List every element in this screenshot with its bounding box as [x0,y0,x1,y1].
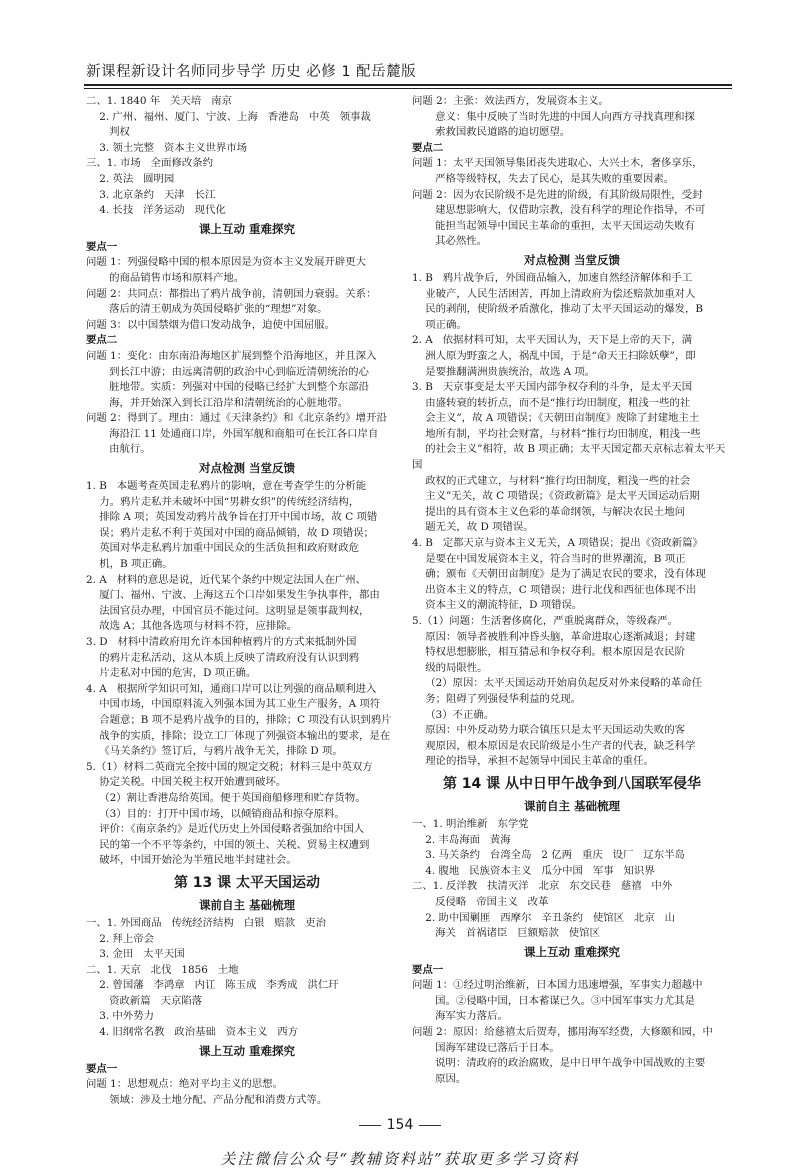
answer-paragraph: 问题 2：原因：给慈禧太后贺寿，挪用海军经费，大修颐和园，中 国海军建设已落后于日本。 说明：清政府的政治腐败，是中日甲午战争中国战败的主要 原因。 [412,1026,713,1085]
answer-paragraph: 2. 拜上帝会 [86,932,154,945]
header-rule-thick [84,84,732,86]
answer-paragraph: 4. B 定都天京与资本主义无关，A 项错误；提出《资政新篇》 是要在中国发展资本主义，符合当时的世界潮流，B 项正 确；颁布《天朝田亩制度》是为了满足农民的要求，没有体现 出资本主义的特点，C 项错误；进行北伐和西征也体现不出 资本主义的潮流特征，D 项错误。 [412,537,706,612]
section-heading: 课上互动 重难探究 [198,1043,295,1058]
answer-paragraph: 二、1. 1840 年 关天培 南京 [86,95,232,107]
section-heading: 课前自主 基础梳理 [523,798,620,813]
section-heading: 对点检测 当堂反馈 [523,252,620,267]
answer-paragraph: （3）目的：打开中国市场，以倾销商品和掠夺原料。 评价：《南京条约》是近代历史上外国侵略者强加给中国人 民的第一个不平等条约，中国的领土、关税、贸易主权遭到 破坏，中国开始沦为半殖民地半封建社会。 [99,807,370,867]
answer-paragraph: 2. 曾国藩 李鸿章 内讧 陈玉成 李秀成 洪仁玕 资政新篇 天京陷落 [99,979,339,1007]
answer-paragraph: 2. 广州、福州、厦门、宁波、上海 香港岛 中英 领事裁 判权 [99,110,371,139]
page-number-dash-right [419,1125,441,1126]
right-column [412,94,732,1087]
section-heading: 课前自主 基础梳理 [198,897,295,912]
answer-paragraph: 问题 1：太平天国领导集团丧失进取心、大兴土木，奢侈享乐， 严格等级特权，失去了民心，是其失败的重要因素。 [412,157,703,185]
answer-paragraph: 问题 1：列强侵略中国的根本原因是为资本主义发展开辟更大 的商品销售市场和原料产地。 [86,256,367,284]
answer-paragraph: 2. A 材料的意思是说，近代某个条约中规定法国人在广州、 厦门、福州、宁波、上海这五个口岸如果发生争执事件，都由 法国官员办理，中国官员不能过问。这明显是领事裁判权， 故选 A；其他各选项与材料不符，应排除。 [86,573,380,633]
answer-paragraph: 问题 2：主张：效法西方，发展资本主义。 意义：集中反映了当时先进的中国人向西方寻找真理和探 索救国救民道路的迫切愿望。 [412,95,695,139]
answer-paragraph: 二、1. 反洋教 扶清灭洋 北京 东交民巷 慈禧 中外 反侵略 帝国主义 改革 [412,880,673,908]
answer-paragraph: 3. 马关条约 台湾全岛 2 亿两 重庆 设厂 辽东半岛 [412,849,685,862]
answer-paragraph: 3. 中外势力 [86,1010,154,1023]
section-heading: 课上互动 重难探究 [198,221,295,236]
answer-paragraph: 3. 领土完整 资本主义世界市场 [86,141,248,154]
page-number-value: 154 [386,1117,414,1133]
answer-paragraph: 3. 金田 太平天国 [86,948,185,961]
answer-paragraph: 二、1. 天京 北伐 1856 土地 [86,963,239,976]
footer-watermark: 关注微信公众号“教辅资料站”获取更多学习资料 [220,1150,580,1168]
answer-paragraph: 5.（1）问题：生活奢侈腐化，严重脱离群众，等级森严。 原因：领导者被胜利冲昏头脑，革命进取心逐渐减退；封建 特权思想膨胀，相互猜忌和争权夺利。根本原因是农民阶 级的局限性。 [412,615,696,674]
answer-paragraph: 问题 1：变化：由东南沿海地区扩展到整个沿海地区，并且深入 到长江中游；由远离清朝的政治中心到临近清朝统治的心 脏地带。实质：列强对中国的侵略已经扩大到整个东部沿 海，并开始深入到长江沿岸和清朝统治的心脏地带。 [86,349,377,409]
answer-paragraph: （2）原因：太平天国运动开始肩负起反对外来侵略的革命任 务；阻碍了列强侵华利益的兑现。 [425,677,702,705]
answer-paragraph: 4. 旧纲常名教 政治基础 资本主义 西方 [86,1026,299,1039]
answer-paragraph: 3. 北京条约 天津 长江 [86,188,216,201]
page-number [340,1117,460,1133]
answer-paragraph: 4. 腹地 民族资本主义 瓜分中国 军事 知识界 [412,864,655,877]
lesson-title: 第 14 课 从中日甲午战争到八国联军侵华 [442,775,702,792]
key-point-label: 要点二 [86,334,118,347]
answer-paragraph: 2. 丰岛海面 黄海 [412,833,511,846]
answer-paragraph: 3. D 材料中清政府用允许本国种植鸦片的方式来抵制外国 的鸦片走私活动，这从本质上反映了清政府没有认识到鸦 片走私对中国的危害，D 项正确。 [86,636,359,680]
answer-paragraph: （3）不正确。 原因：中外反动势力联合镇压只是太平天国运动失败的客 观原因，根本原因是农民阶级是小生产者的代表，缺乏科学 理论的指导，承担不起领导中国民主革命的重任。 [425,708,696,768]
answer-paragraph: 2. 助中国剿匪 西摩尔 辛丑条约 使馆区 北京 山 海关 首祸诸臣 巨额赔款 使馆区 [425,911,676,940]
answer-paragraph: 4. A 根据所学知识可知，通商口岸可以让列强的商品顺利进入 中国市场，中国原料流入列强本国为其工业生产服务，A 项符 合题意；B 项不是鸦片战争的目的，排除；C 项没有认识到鸦片 战争的实质，排除；设立工厂体现了列强资本输出的要求，是在 《马关条约》签订后，与鸦片战争无关，排除 D 项。 [86,682,392,758]
answer-paragraph: 问题 3：以中国禁烟为借口发动战争，迫使中国屈服。 [86,318,335,331]
answer-paragraph: 一、1. 外国商品 传统经济结构 白银 赔款 吏治 [86,916,326,929]
answer-paragraph: 1. B 本题考查英国走私鸦片的影响，意在考查学生的分析能 力。鸦片走私并未破坏中国“男耕女织”的传统经济结构， 排除 A 项；英国发动鸦片战争旨在打开中国市场，故 C 项错 误；鸦片走私不利于英国对中国的商品倾销，故 D 项错误； 英国对华走私鸦片加重中国民众的生活负担和政府财政危 机，B 项正确。 [86,480,378,571]
answer-paragraph: 5.（1）材料二英商完全按中国的规定交税；材料三是中英双方 协定关税。中国关税主权开始遭到破坏。 [86,760,373,789]
section-heading: 课上互动 重难探究 [523,944,620,959]
key-point-label: 要点一 [86,240,118,253]
key-point-label: 要点一 [412,963,444,976]
book-header: 新课程新设计名师同步导学 历史 必修 1 配岳麓版 [86,64,417,80]
answer-paragraph: 问题 1：思想观点：绝对平均主义的思想。 领域：涉及土地分配、产品分配和消费方式等。 [86,1078,328,1106]
answer-paragraph: 问题 2：因为农民阶级不是先进的阶级，有其阶级局限性，受封 建思想影响大，仅借助宗教，没有科学的理论作指导，不可 能担当起领导中国民主革命的重担，太平天国运动失败有 其必然性。 [412,188,706,248]
answer-paragraph: （2）割让香港岛给英国。便于英国商船修理和贮存货物。 [86,791,366,804]
key-point-label: 要点一 [86,1062,118,1075]
header-rule-thin [84,88,732,89]
answer-paragraph: 问题 1：①经过明治维新，日本国力迅速增强，军事实力超越中 国。②侵略中国，日本蓄谋已久。③中国军事实力尤其是 海军实力落后。 [412,979,703,1023]
answer-paragraph: 问题 2：得到了。理由：通过《天津条约》和《北京条约》增开沿 海沿江 11 处通商口岸，外国军舰和商船可在长江各口岸自 由航行。 [86,412,387,456]
section-heading: 对点检测 当堂反馈 [198,461,295,476]
answer-paragraph: 3. B 天京事变是太平天国内部争权夺利的斗争，是太平天国 由盛转衰的转折点，而不是“推行均田制度，粗浅一些的社 会主义”，故 A 项错误；《天朝田亩制度》废除了封建地主土 地所有制，平均社会财富，与材料“推行均田制度，粗浅一些 的社会主义”相符，故 B 项正确；太平天国定都天京标志着太平天国 政权的正式建立，与材料“推行均田制度，粗浅一些的社会 主义”无关，故 C 项错误；《资政新篇》是太平天国运动后期 提出的具有资本主义色彩的革命纲领，与解决农民土地问 题无关，故 D 项错误。 [412,381,726,534]
left-column [86,94,408,1108]
key-point-label: 要点二 [412,141,444,154]
answer-paragraph: 2. 英法 圆明园 [86,172,175,185]
answer-paragraph: 一、1. 明治维新 东学党 [412,817,529,830]
answer-paragraph: 问题 2：共同点：都指出了鸦片战争前，清朝国力衰弱。关系： 落后的清王朝成为英国侵略扩张的“理想”对象。 [86,287,377,316]
answer-paragraph: 1. B 鸦片战争后，外国商品输入，加速自然经济解体和手工 业破产，人民生活困苦，再加上清政府为偿还赔款加重对人 民的剥削，使阶级矛盾激化，推动了太平天国运动的爆发，B 项正确。 [412,271,704,331]
answer-paragraph: 2. A 依据材料可知，太平天国认为，天下是上帝的天下，满 洲人原为野蛮之人，祸乱中国，于是“命天王扫除妖孽”，即 是要推翻满洲贵族统治，故选 A 项。 [412,334,696,378]
answer-paragraph: 4. 长技 洋务运动 现代化 [86,204,226,217]
lesson-title: 第 13 课 太平天国运动 [173,874,321,891]
page-number-dash-left [359,1125,381,1126]
answer-paragraph: 三、1. 市场 全面修改条约 [86,157,214,170]
